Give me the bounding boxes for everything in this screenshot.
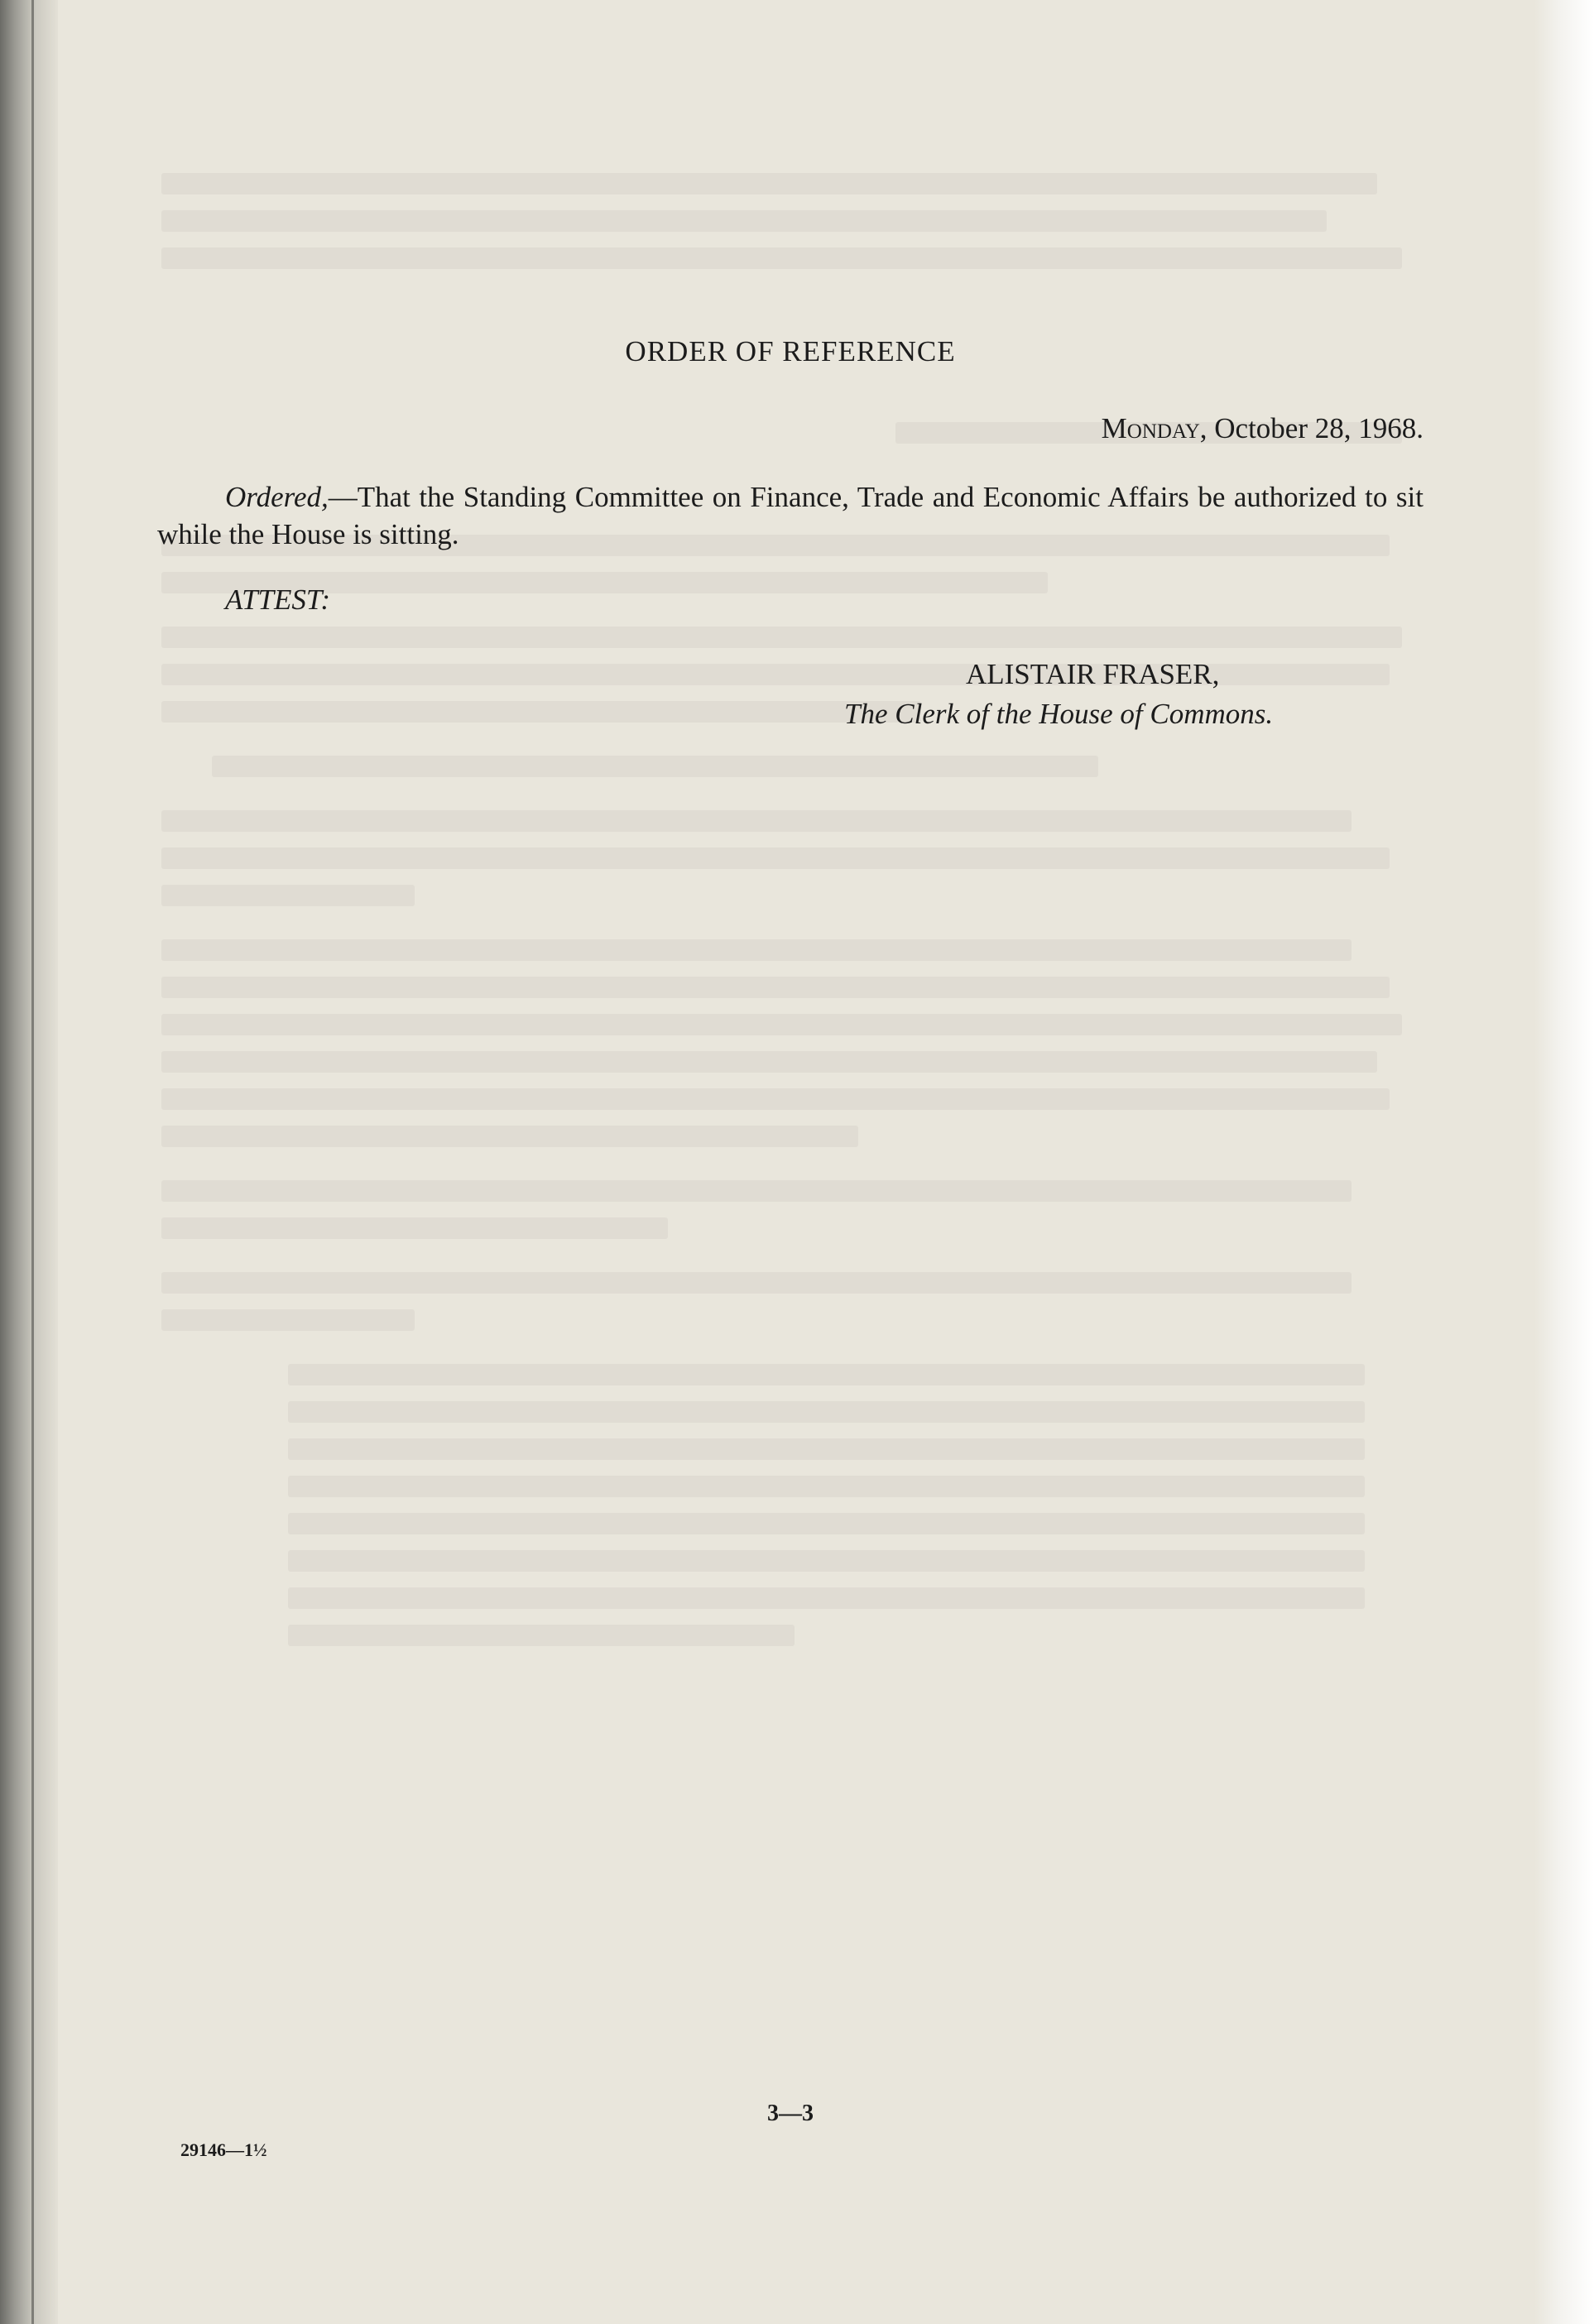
order-lead: Ordered, bbox=[225, 481, 329, 513]
attest-label: ATTEST: bbox=[225, 583, 331, 616]
order-paragraph bbox=[157, 478, 1424, 553]
signatory-title: The Clerk of the House of Commons. bbox=[844, 698, 1274, 730]
document-page bbox=[157, 0, 1424, 2324]
page-number: 3—3 bbox=[767, 2101, 814, 2126]
signatory-name: ALISTAIR FRASER, bbox=[966, 658, 1220, 690]
signature-block bbox=[844, 658, 1424, 731]
print-code: 29146—1½ bbox=[180, 2139, 267, 2160]
page-edge bbox=[1534, 0, 1594, 2324]
date-weekday: Monday bbox=[1101, 412, 1200, 444]
binding-line bbox=[31, 0, 34, 2324]
date-rest: , October 28, 1968. bbox=[1199, 412, 1424, 444]
binding-shadow bbox=[0, 0, 58, 2324]
page-title: ORDER OF REFERENCE bbox=[625, 335, 956, 367]
order-text: —That the Standing Committee on Finance, Trade and Economic Affairs be authorized to sit while the House is sitting. bbox=[157, 481, 1424, 550]
dateline bbox=[1102, 412, 1424, 445]
